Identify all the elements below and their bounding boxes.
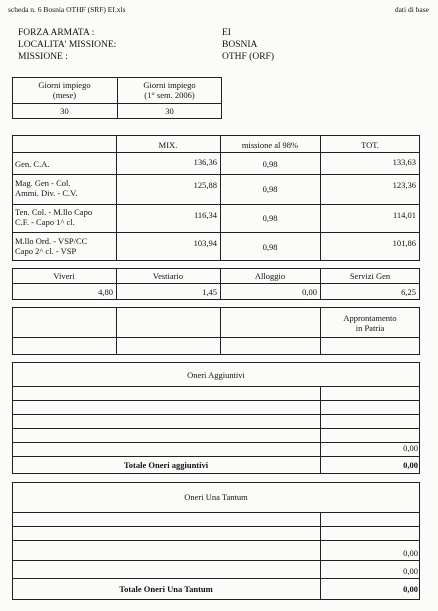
missione-value: 0,98 — [262, 242, 278, 252]
mix-value: 116,34 — [193, 210, 217, 220]
servizi-gen-header: Servizi Gen — [349, 271, 391, 281]
viveri-value: 4,80 — [98, 287, 113, 297]
tot-value: 101,86 — [392, 238, 416, 248]
oneri-una-tantum-value: 0,00 — [403, 548, 418, 558]
alloggio-header: Alloggio — [254, 271, 286, 281]
mix-value: 125,88 — [193, 180, 217, 190]
localita-value: BOSNIA — [222, 40, 258, 50]
mix-header: MIX. — [158, 140, 178, 150]
file-name: scheda n. 6 Bosnia OTHF (SRF) EI.xls — [8, 5, 126, 14]
missione-value: OTHF (ORF) — [222, 52, 274, 62]
tot-value: 133,63 — [392, 157, 416, 167]
oneri-una-tantum-total-value: 0,00 — [403, 584, 418, 594]
vestiario-header: Vestiario — [152, 271, 184, 281]
oneri-aggiuntivi-total-label: Totale Oneri aggiuntivi — [123, 460, 209, 470]
grade-label: Gen. C.A. — [15, 159, 50, 169]
forza-armata-value: EI — [222, 28, 231, 38]
oneri-una-tantum-title: Oneri Una Tantum — [184, 492, 248, 502]
tot-value: 114,01 — [392, 210, 416, 220]
oneri-aggiuntivi-title: Oneri Aggiuntivi — [187, 370, 245, 380]
oneri-una-tantum-total-label: Totale Oneri Una Tantum — [119, 584, 213, 594]
missione-value: 0,98 — [262, 159, 278, 169]
sheet-name: dati di base — [394, 5, 429, 14]
forza-armata-label: FORZA ARMATA : — [18, 28, 95, 38]
servizi-gen-value: 6,25 — [401, 287, 416, 297]
grade-label: M.llo Ord. - VSP/CC Capo 2^ cl. - VSP — [15, 236, 88, 256]
oneri-aggiuntivi-total-value: 0,00 — [403, 460, 418, 470]
alloggio-value: 0,00 — [302, 287, 317, 297]
tot-header: TOT. — [361, 140, 379, 150]
localita-label: LOCALITA' MISSIONE: — [18, 40, 117, 50]
approntamento-header: Approntamento in Patria — [343, 313, 397, 333]
viveri-header: Viveri — [53, 271, 75, 281]
grade-label: Ten. Col. - M.llo Capo C.F. - Capo 1^ cl. — [15, 207, 93, 227]
giorni-sem-header: Giorni impiego (1° sem. 2006) — [143, 80, 196, 100]
tot-value: 123,36 — [392, 180, 416, 190]
vestiario-value: 1,45 — [202, 287, 217, 297]
missione-value: 0,98 — [262, 213, 278, 223]
oneri-una-tantum-value: 0,00 — [403, 566, 418, 576]
mix-value: 136,36 — [193, 157, 217, 167]
giorni-sem-value: 30 — [165, 106, 174, 116]
giorni-mese-header: Giorni impiego (mese) — [38, 80, 91, 100]
missione-header: missione al 98% — [241, 140, 299, 150]
missione-value: 0,98 — [262, 184, 278, 194]
oneri-aggiuntivi-value: 0,00 — [403, 443, 418, 453]
grade-label: Mag. Gen - Col. Ammi. Div. - C.V. — [15, 178, 78, 198]
giorni-mese-value: 30 — [60, 106, 69, 116]
missione-label: MISSIONE : — [18, 52, 68, 62]
mix-value: 103,94 — [193, 238, 217, 248]
